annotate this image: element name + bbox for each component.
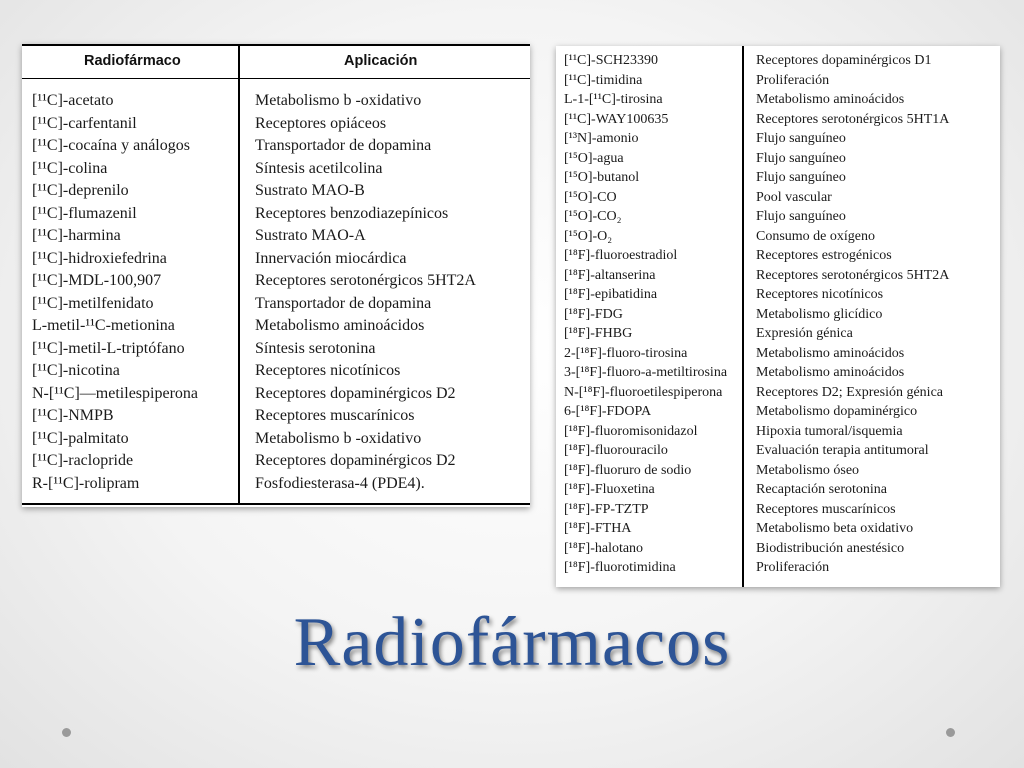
- radiofarmaco-cell: [¹⁸F]-fluorouracilo: [564, 443, 668, 458]
- table-row: [22, 160, 530, 183]
- aplicacion-cell: Receptores benzodiazepínicos: [255, 204, 449, 222]
- aplicacion-cell: Síntesis acetilcolina: [255, 159, 383, 177]
- table-row: [556, 443, 1000, 463]
- aplicacion-cell: Flujo sanguíneo: [756, 150, 846, 166]
- table-row: [22, 205, 530, 228]
- aplicacion-cell: Metabolismo aminoácidos: [756, 92, 905, 107]
- table-row: [556, 482, 1000, 502]
- aplicacion-cell: Metabolismo óseo: [756, 462, 860, 478]
- table-row: [556, 326, 1000, 346]
- radiofarmaco-cell: [¹¹C]-timidina: [564, 72, 643, 88]
- radiofarmaco-cell: [¹⁸F]-fluoroestradiol: [564, 248, 678, 263]
- aplicacion-cell: Metabolismo b -oxidativo: [255, 92, 422, 109]
- radiofarmaco-cell: [¹⁸F]-Fluoxetina: [564, 482, 655, 497]
- radiofarmaco-cell: 3-[¹⁸F]-fluoro-a-metiltirosina: [564, 365, 728, 380]
- aplicacion-cell: Recaptación serotonina: [756, 482, 888, 497]
- slide-title: Radiofármacos: [293, 604, 731, 681]
- aplicacion-cell: Receptores dopaminérgicos D1: [756, 53, 932, 68]
- table-row: [556, 248, 1000, 268]
- aplicacion-cell: Receptores opiáceos: [255, 114, 387, 132]
- table-row: [556, 151, 1000, 171]
- table-row: [556, 404, 1000, 424]
- radiofarmaco-cell: [¹¹C]-nicotina: [32, 362, 120, 379]
- table-row: [556, 268, 1000, 288]
- radiofarmaco-cell: N-[¹¹C]—metilespiperona: [32, 384, 198, 402]
- table-row: [556, 209, 1000, 229]
- aplicacion-cell: Metabolismo beta oxidativo: [756, 521, 914, 536]
- aplicacion-cell: Receptores nicotínicos: [255, 362, 401, 379]
- table-row: [556, 365, 1000, 385]
- table-row: [22, 137, 530, 160]
- radiopharmaceutical-table-right: [556, 46, 1000, 587]
- table-body: [22, 92, 530, 497]
- aplicacion-cell: Consumo de oxígeno: [756, 228, 875, 244]
- table-row: [22, 250, 530, 273]
- aplicacion-cell: Fosfodiesterasa-4 (PDE4).: [255, 474, 425, 492]
- table-row: [556, 541, 1000, 561]
- aplicacion-cell: Metabolismo aminoácidos: [255, 317, 425, 334]
- aplicacion-cell: Receptores dopaminérgicos D2: [255, 384, 456, 402]
- aplicacion-cell: Flujo sanguíneo: [756, 131, 846, 146]
- aplicacion-cell: Metabolismo b -oxidativo: [255, 429, 422, 447]
- aplicacion-cell: Síntesis serotonina: [255, 339, 376, 357]
- table-row: [22, 452, 530, 475]
- radiofarmaco-cell: [¹¹C]-metilfenidato: [32, 294, 154, 312]
- radiofarmaco-cell: [¹⁸F]-FTHA: [564, 521, 632, 536]
- aplicacion-cell: Biodistribución anestésico: [756, 540, 905, 556]
- aplicacion-cell: Receptores serotonérgicos 5HT2A: [756, 267, 950, 283]
- table-row: [556, 385, 1000, 405]
- header-radiofarmaco: Radiofármaco: [84, 53, 181, 69]
- aplicacion-cell: Expresión génica: [756, 326, 853, 341]
- radiofarmaco-cell: [¹¹C]-harmina: [32, 227, 121, 244]
- table-row: [556, 112, 1000, 132]
- radiofarmaco-cell: N-[¹⁸F]-fluoroetilespiperona: [564, 384, 723, 400]
- aplicacion-cell: Receptores estrogénicos: [756, 248, 892, 263]
- radiofarmaco-cell: [¹⁸F]-fluoromisonidazol: [564, 423, 698, 439]
- radiofarmaco-cell: L-1-[¹¹C]-tirosina: [564, 92, 663, 107]
- aplicacion-cell: Hipoxia tumoral/isquemia: [756, 423, 903, 439]
- radiofarmaco-cell: [¹¹C]-carfentanil: [32, 114, 137, 132]
- aplicacion-cell: Flujo sanguíneo: [756, 170, 846, 185]
- radiofarmaco-cell: [¹¹C]-MDL-100,907: [32, 272, 162, 289]
- table-row: [556, 190, 1000, 210]
- aplicacion-cell: Metabolismo aminoácidos: [756, 345, 905, 361]
- radiofarmaco-cell: [¹¹C]-acetato: [32, 92, 114, 109]
- table-row: [22, 340, 530, 363]
- table-row: [556, 502, 1000, 522]
- radiofarmaco-cell: [¹⁸F]-fluorotimidina: [564, 560, 676, 575]
- table-row: [22, 407, 530, 430]
- table-row: [556, 521, 1000, 541]
- radiofarmaco-cell: [¹¹C]-flumazenil: [32, 204, 137, 222]
- radiofarmaco-cell: [¹¹C]-cocaína y análogos: [32, 137, 190, 154]
- aplicacion-cell: Receptores muscarínicos: [756, 501, 896, 517]
- table-row: [22, 362, 530, 385]
- table-row: [22, 227, 530, 250]
- table-row: [556, 463, 1000, 483]
- radiofarmaco-cell: R-[¹¹C]-rolipram: [32, 474, 140, 492]
- table-row: [22, 272, 530, 295]
- radiofarmaco-cell: 6-[¹⁸F]-FDOPA: [564, 404, 652, 419]
- table-row: [556, 560, 1000, 580]
- table-row: [556, 92, 1000, 112]
- table-row: [556, 307, 1000, 327]
- radiofarmaco-cell: [¹¹C]-WAY100635: [564, 111, 669, 127]
- aplicacion-cell: Proliferación: [756, 560, 830, 575]
- radiofarmaco-cell: L-metil-¹¹C-metionina: [32, 317, 175, 334]
- aplicacion-cell: Metabolismo dopaminérgico: [756, 404, 918, 419]
- radiofarmaco-cell: 2-[¹⁸F]-fluoro-tirosina: [564, 345, 688, 361]
- radiofarmaco-cell: [¹⁸F]-epibatidina: [564, 287, 658, 302]
- header-aplicacion: Aplicación: [344, 53, 418, 69]
- aplicacion-cell: Proliferación: [756, 72, 830, 88]
- radiofarmaco-cell: [¹⁸F]-halotano: [564, 540, 644, 556]
- decorative-dot-right: [946, 728, 955, 737]
- radiofarmaco-cell: [¹⁸F]-altanserina: [564, 267, 656, 283]
- table-row: [22, 430, 530, 453]
- table-header: [22, 44, 530, 79]
- aplicacion-cell: Sustrato MAO-B: [255, 182, 365, 199]
- table-row: [22, 115, 530, 138]
- aplicacion-cell: Transportador de dopamina: [255, 294, 432, 312]
- table-row: [22, 182, 530, 205]
- table-row: [556, 424, 1000, 444]
- aplicacion-cell: Flujo sanguíneo: [756, 209, 846, 224]
- aplicacion-cell: Evaluación terapia antitumoral: [756, 443, 929, 458]
- table-row: [556, 346, 1000, 366]
- radiofarmaco-cell: [¹⁵O]-butanol: [564, 170, 640, 185]
- table-row: [556, 53, 1000, 73]
- table-row: [556, 287, 1000, 307]
- table-row: [22, 295, 530, 318]
- aplicacion-cell: Metabolismo aminoácidos: [756, 365, 905, 380]
- radiofarmaco-cell: [¹¹C]-hidroxiefedrina: [32, 249, 167, 267]
- radiofarmaco-cell: [¹⁸F]-FHBG: [564, 326, 633, 341]
- aplicacion-cell: Transportador de dopamina: [255, 137, 432, 154]
- radiopharmaceutical-table-left: [22, 44, 530, 507]
- radiofarmaco-cell: [¹¹C]-NMPB: [32, 407, 114, 424]
- table-row: [22, 385, 530, 408]
- aplicacion-cell: Innervación miocárdica: [255, 249, 407, 267]
- radiofarmaco-cell: [¹⁸F]-fluoruro de sodio: [564, 462, 692, 478]
- table-row: [22, 317, 530, 340]
- aplicacion-cell: Metabolismo glicídico: [756, 306, 883, 322]
- radiofarmaco-cell: [¹⁸F]-FP-TZTP: [564, 501, 649, 517]
- table-row: [556, 229, 1000, 249]
- radiofarmaco-cell: [¹¹C]-metil-L-triptófano: [32, 339, 185, 357]
- radiofarmaco-cell: [¹⁵O]-CO₂: [564, 209, 622, 224]
- table-row: [556, 131, 1000, 151]
- table-row: [556, 170, 1000, 190]
- radiofarmaco-cell: [¹¹C]-deprenilo: [32, 182, 129, 199]
- table-row: [22, 475, 530, 498]
- aplicacion-cell: Receptores D2; Expresión génica: [756, 384, 943, 400]
- table-body: [556, 53, 1000, 580]
- table-row: [22, 92, 530, 115]
- radiofarmaco-cell: [¹⁵O]-O₂: [564, 228, 613, 244]
- radiofarmaco-cell: [¹¹C]-raclopride: [32, 452, 134, 469]
- radiofarmaco-cell: [¹³N]-amonio: [564, 131, 639, 146]
- radiofarmaco-cell: [¹¹C]-palmitato: [32, 429, 129, 447]
- aplicacion-cell: Receptores muscarínicos: [255, 407, 415, 424]
- radiofarmaco-cell: [¹⁵O]-agua: [564, 150, 624, 166]
- decorative-dot-left: [62, 728, 71, 737]
- aplicacion-cell: Sustrato MAO-A: [255, 227, 366, 244]
- aplicacion-cell: Receptores nicotínicos: [756, 287, 884, 302]
- radiofarmaco-cell: [¹¹C]-SCH23390: [564, 53, 658, 68]
- table-bottom-rule: [22, 503, 530, 505]
- aplicacion-cell: Receptores serotonérgicos 5HT2A: [255, 272, 476, 289]
- radiofarmaco-cell: [¹⁵O]-CO: [564, 189, 617, 205]
- table-row: [556, 73, 1000, 93]
- aplicacion-cell: Pool vascular: [756, 189, 832, 205]
- radiofarmaco-cell: [¹⁸F]-FDG: [564, 306, 623, 322]
- radiofarmaco-cell: [¹¹C]-colina: [32, 159, 108, 177]
- aplicacion-cell: Receptores dopaminérgicos D2: [255, 452, 456, 469]
- aplicacion-cell: Receptores serotonérgicos 5HT1A: [756, 111, 950, 127]
